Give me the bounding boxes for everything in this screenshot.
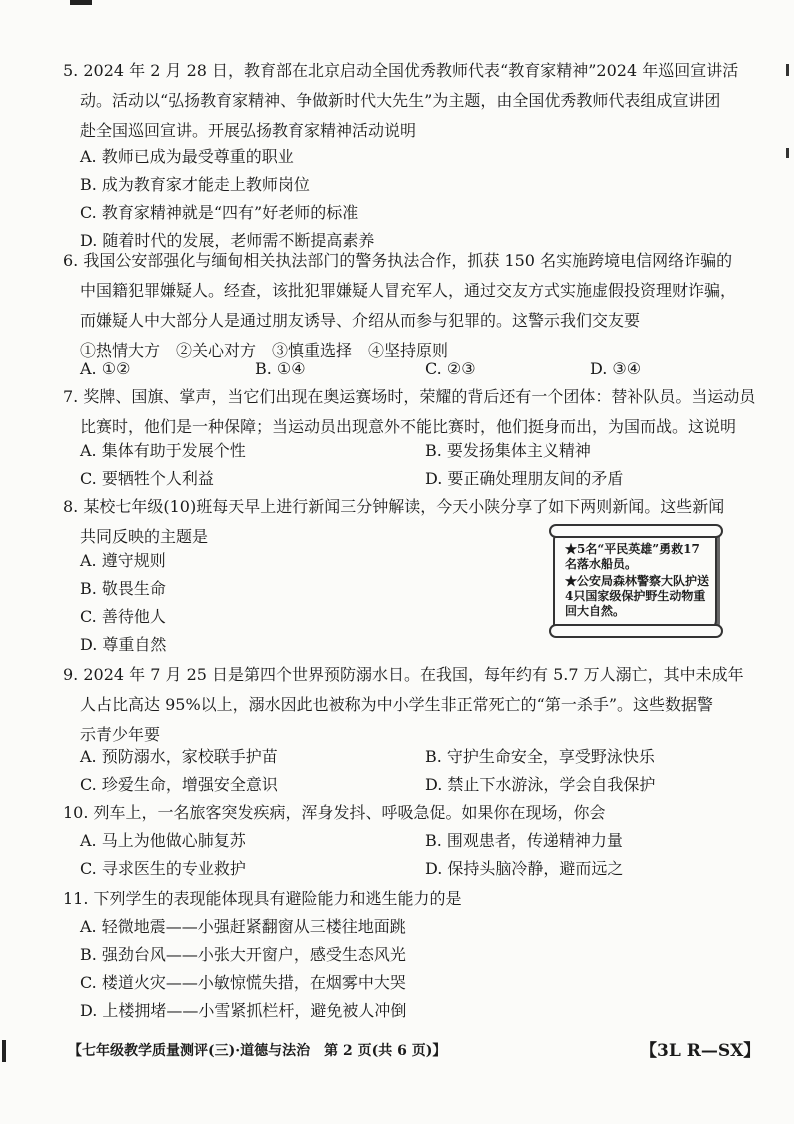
news-item-1: ★5名“平民英雄”勇救17名落水船员。 [565,542,700,571]
question-7-line: 比赛时，他们是一种保障；当运动员出现意外不能比赛时，他们挺身而出，为国而战。这说明 [80,417,737,436]
question-6-line: 中国籍犯罪嫌疑人。经查，该批犯罪嫌疑人冒充军人，通过交友方式实施虚假投资理财诈骗， [80,281,737,300]
question-10-option-b: B. 围观患者，传递精神力量 [425,831,623,850]
question-11 [63,884,753,914]
question-11-option-c: C. 楼道火灾——小敏惊慌失措，在烟雾中大哭 [80,973,406,992]
question-5-option-b: B. 成为教育家才能走上教师岗位 [80,175,310,194]
question-10-option-a: A. 马上为他做心肺复苏 [80,831,246,850]
question-7 [63,382,756,442]
top-print-mark [70,0,92,5]
question-9-option-c: C. 珍爱生命，增强安全意识 [80,775,278,794]
question-9-option-a: A. 预防溺水，家校联手护苗 [80,747,278,766]
question-5-line: 赴全国巡回宣讲。开展弘扬教育家精神活动说明 [80,121,417,140]
edge-mark [786,64,789,76]
question-9-line: 9. 2024 年 7 月 25 日是第四个世界预防溺水日。在我国，每年约有 5.7 万人溺亡，其中未成年 [63,665,744,684]
question-5-line: 动。活动以“弘扬教育家精神、争做新时代大先生”为主题，由全国优秀教师代表组成宣讲团 [80,91,721,110]
edge-mark [786,148,789,158]
question-6 [63,246,753,366]
question-8-line: 共同反映的主题是 [80,527,209,546]
question-5-option-d: D. 随着时代的发展，老师需不断提高素养 [80,231,375,250]
question-11-option-b: B. 强劲台风——小张大开窗户，感受生态风光 [80,945,406,964]
question-11-option-a: A. 轻微地震——小强赶紧翻窗从三楼往地面跳 [80,917,406,936]
scroll-roll-top [549,524,723,538]
question-7-option-b: B. 要发扬集体主义精神 [425,441,591,460]
question-6-line: 而嫌疑人中大部分人是通过朋友诱导、介绍从而参与犯罪的。这警示我们交友要 [80,311,641,330]
question-7-line: 7. 奖牌、国旗、掌声，当它们出现在奥运赛场时，荣耀的背后还有一个团体：替补队员。当运动员 [63,387,756,406]
question-9 [63,660,753,750]
question-8-option-b: B. 敬畏生命 [80,579,166,598]
question-8-line: 8. 某校七年级(10)班每天早上进行新闻三分钟解读，今天小陕分享了如下两则新闻。这些新闻 [63,497,725,516]
question-6-option-a: A. ①② [80,359,131,378]
page-footer-code: 【3L R—SX】 [640,1041,761,1061]
question-6-option-c: C. ②③ [425,359,476,378]
question-6-statements: ①热情大方 ②关心对方 ③慎重选择 ④坚持原则 [80,341,449,360]
question-5 [63,56,753,146]
question-5-option-a: A. 教师已成为最受尊重的职业 [80,147,294,166]
question-5-line: 5. 2024 年 2 月 28 日，教育部在北京启动全国优秀教师代表“教育家精神”2024 年巡回宣讲活 [63,61,739,80]
question-7-option-a: A. 集体有助于发展个性 [80,441,246,460]
question-8-option-c: C. 善待他人 [80,607,166,626]
question-9-option-d: D. 禁止下水游泳，学会自我保护 [425,775,656,794]
question-8-option-a: A. 遵守规则 [80,551,166,570]
question-7-option-d: D. 要正确处理朋友间的矛盾 [425,469,624,488]
question-11-option-d: D. 上楼拥堵——小雪紧抓栏杆，避免被人冲倒 [80,1001,407,1020]
news-scroll [553,530,717,632]
question-9-line: 示青少年要 [80,725,161,744]
question-10 [63,798,753,828]
question-10-line: 10. 列车上，一名旅客突发疾病，浑身发抖、呼吸急促。如果你在现场，你会 [63,803,606,822]
question-11-line: 11. 下列学生的表现能体现具有避险能力和逃生能力的是 [63,889,462,908]
question-10-option-d: D. 保持头脑冷静，避而远之 [425,859,624,878]
news-item-2: ★公安局森林警察大队护送4只国家级保护野生动物重回大自然。 [565,574,710,618]
question-6-line: 6. 我国公安部强化与缅甸相关执法部门的警务执法合作，抓获 150 名实施跨境电信网络诈骗的 [63,251,733,270]
question-5-option-c: C. 教育家精神就是“四有”好老师的标准 [80,203,359,222]
binding-margin-mark [2,1040,6,1062]
page-footer-title: 【七年级教学质量测评(三)·道德与法治 第 2 页(共 6 页)】 [68,1043,447,1059]
scroll-roll-bottom [549,624,723,638]
question-9-option-b: B. 守护生命安全，享受野泳快乐 [425,747,655,766]
question-8-option-d: D. 尊重自然 [80,635,167,654]
question-10-option-c: C. 寻求医生的专业救护 [80,859,246,878]
question-6-option-d: D. ③④ [590,359,642,378]
question-7-option-c: C. 要牺牲个人利益 [80,469,214,488]
question-6-option-b: B. ①④ [255,359,306,378]
question-9-line: 人占比高达 95%以上，溺水因此也被称为中小学生非正常死亡的“第一杀手”。这些数据警 [80,695,714,714]
